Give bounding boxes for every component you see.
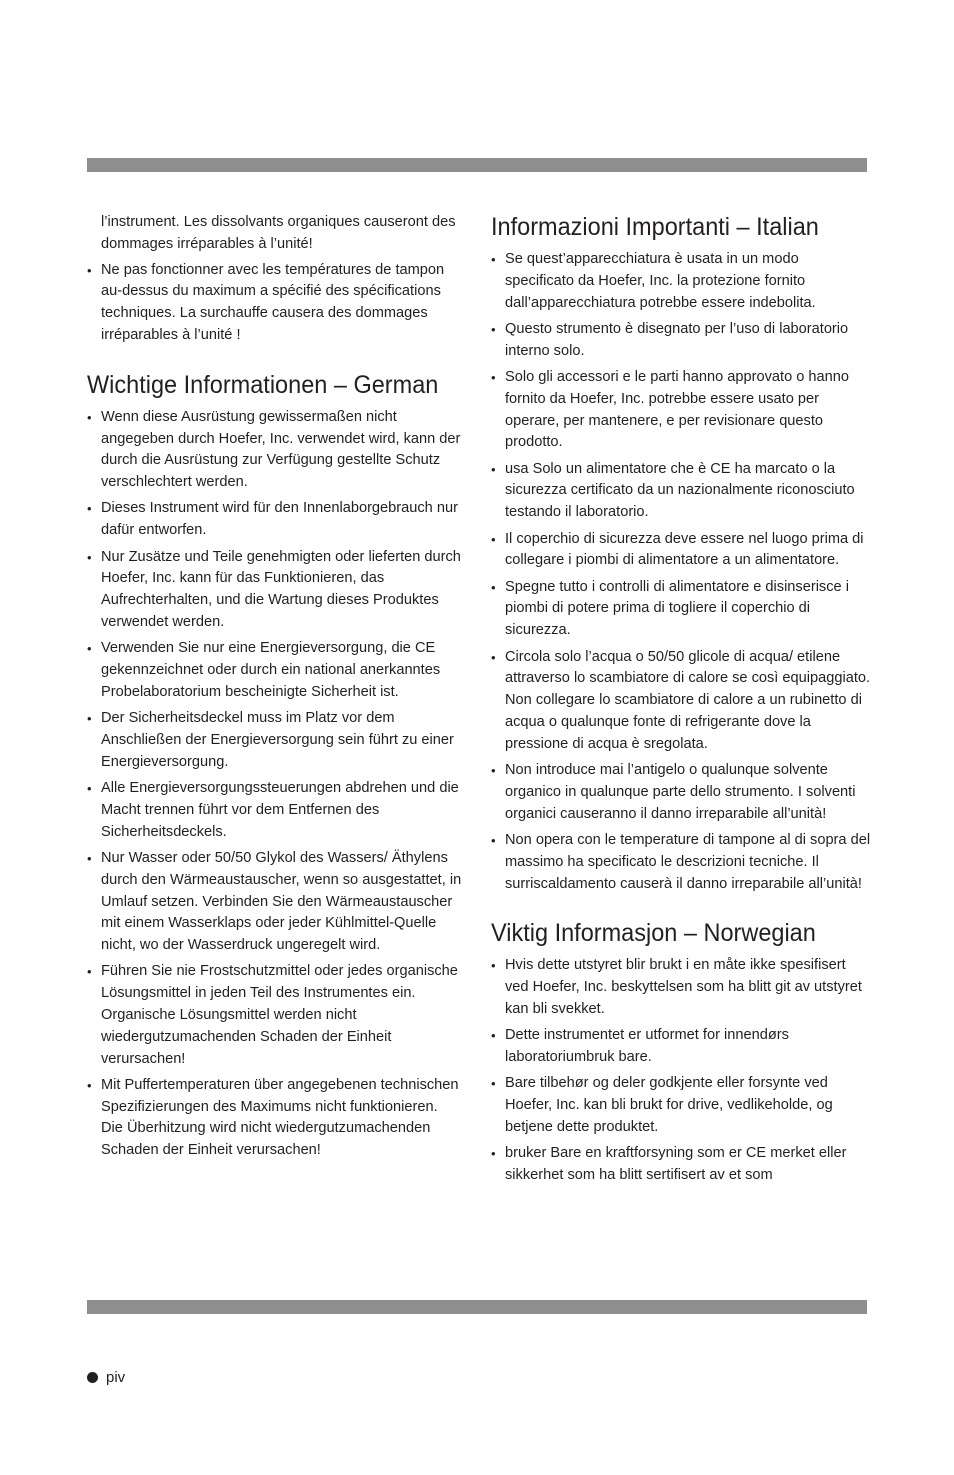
bullet-icon: • (87, 641, 92, 657)
list-item: • Il coperchio di sicurezza deve essere nel luogo prima di collegare i piombi di alimentatore a un alimentatore. (491, 530, 864, 569)
list-item: • usa Solo un alimentatore che è CE ha marcato o la sicurezza certificato da un nazionalmente riconosciuto testando il laboratorio. (491, 460, 855, 521)
list-item: • Nur Zusätze und Teile genehmigten oder lieferten durch Hoefer, Inc. kann für das Funktionieren, das Aufrechterhalten, und die Wartung dieses Produktes verwendet werden. (87, 548, 461, 630)
list-item: • Der Sicherheitsdeckel muss im Platz vor dem Anschließen der Energieversorgung sein führt zu einer Energieversorgung. (87, 710, 454, 770)
bottom-divider-bar (87, 1300, 867, 1314)
list-item: • Wenn diese Ausrüstung gewissermaßen nicht angegeben durch Hoefer, Inc. verwendet wird, kann der durch die Ausrüstung zur Verfügung gestellte Schutz verschlechtert werden. (87, 408, 461, 491)
list-item: • Hvis dette utstyret blir brukt i en måte ikke spesifisert ved Hoefer, Inc. beskyttelsen som ha blitt git av utstyret kan bli svekket. (491, 957, 862, 1017)
bullet-icon: • (491, 958, 496, 974)
french-list (87, 260, 462, 347)
bullet-icon: • (87, 1077, 92, 1093)
list-item: • Nur Wasser oder 50/50 Glykol des Wassers/ Äthylens durch den Wärmeaustauscher, wenn so ausgestattet, in Umlauf setzen. Verbinden Sie den Wärmeaustauscher mit einem Wasserklaps oder jeder Kühlmittel-Quelle nicht, wo der Wasserdruck ungeregelt wird. (87, 849, 462, 954)
list-item: • Questo strumento è disegnato per l’uso di laboratorio interno solo. (491, 320, 849, 359)
list-item: • bruker Bare en kraftforsyning som er CE merket eller sikkerhet som ha blitt sertifisert av et som (491, 1145, 847, 1183)
list-item: • Solo gli accessori e le parti hanno approvato o hanno fornito da Hoefer, Inc. potrebbe essere usato per operare, per mantenere, e per revisionare questo prodotto. (491, 368, 849, 451)
bullet-icon: • (87, 781, 92, 797)
italian-heading: Informazioni Importanti – Italian (491, 213, 819, 241)
bullet-icon: • (491, 461, 496, 477)
list-item: • Non opera con le temperature di tampone al di sopra del massimo ha specificato le descrizioni tecniche. Il surriscaldamento causerà il danno irreparabile all’unità! (491, 831, 871, 892)
right-column (491, 212, 871, 1191)
norwegian-heading: Viktig Informasjon – Norwegian (491, 919, 816, 948)
bullet-icon: • (491, 579, 496, 595)
bullet-icon: • (491, 1076, 496, 1092)
bullet-icon: • (491, 649, 496, 665)
left-column (87, 212, 462, 1167)
bullet-icon: • (87, 262, 92, 278)
list-item: • Führen Sie nie Frostschutzmittel oder jedes organische Lösungsmittel in jeden Teil des Instrumentes ein. Organische Lösungsmittel werden nicht wiedergutzumachenden Schaden der Einheit verursachen! (87, 963, 458, 1067)
bullet-icon: • (87, 964, 92, 980)
italian-list (491, 249, 871, 895)
list-item: • Se quest’apparecchiatura è usata in un modo specificato da Hoefer, Inc. la protezione fornito dall’apparecchiatura potrebbe essere indebolita. (491, 251, 816, 311)
list-item: • Alle Energieversorgungssteuerungen abdrehen und die Macht trennen führt vor dem Entfernen des Sicherheitsdeckels. (87, 780, 459, 840)
bullet-icon: • (87, 501, 92, 517)
bullet-icon: • (87, 711, 92, 727)
bullet-icon: • (491, 252, 496, 267)
bullet-icon: • (87, 549, 92, 565)
bullet-icon: • (87, 409, 92, 425)
page-marker-dot-icon (87, 1372, 98, 1383)
list-item: • Ne pas fonctionner avec les températures de tampon au-dessus du maximum a spécifié des spécifications techniques. La surchauffe causera des dommages irréparables à l’unité ! (87, 261, 445, 343)
german-heading: Wichtige Informationen – German (87, 370, 439, 399)
german-list (87, 407, 462, 1162)
list-item: • Non introduce mai l’antigelo o qualunque solvente organico in qualunque parte dello strumento. I solventi organici causeranno il danno irreparabile all’unità! (491, 762, 856, 822)
list-item: • Spegne tutto i controlli di alimentatore e disinserisce i piombi di potere prima di togliere il coperchio di sicurezza. (491, 578, 849, 639)
french-continuation-text: l’instrument. Les dissolvants organiques causeront des dommages irréparables à l’unité! (101, 214, 456, 252)
bullet-icon: • (87, 850, 92, 866)
norwegian-list (491, 955, 871, 1186)
bullet-icon: • (491, 1028, 496, 1044)
list-item: • Bare tilbehør og deler godkjente eller forsynte ved Hoefer, Inc. kan bli brukt for drive, vedlikeholde, og betjene dette produktet. (491, 1075, 833, 1135)
list-item: • Dette instrumentet er utformet for innendørs laboratoriumbruk bare. (491, 1027, 789, 1065)
bullet-icon: • (491, 763, 496, 779)
bullet-icon: • (491, 369, 496, 385)
page-number: piv (106, 1369, 126, 1386)
bullet-icon: • (491, 321, 496, 337)
list-item: • Verwenden Sie nur eine Energieversorgung, die CE gekennzeichnet oder durch ein national anerkanntes Probelaboratorium bescheinigte Sicherheit ist. (87, 640, 441, 700)
top-divider-bar (87, 158, 867, 172)
list-item: • Dieses Instrument wird für den Innenlaborgebrauch nur dafür entworfen. (87, 500, 458, 539)
list-item: • Mit Puffertemperaturen über angegebenen technischen Spezifizierungen des Maximums nicht funktionieren. Die Überhitzung wird nicht wiedergutzumachenden Schaden der Einheit verursachen! (87, 1076, 459, 1159)
bullet-icon: • (491, 1146, 496, 1162)
page-footer (87, 1368, 125, 1388)
list-item: • Circola solo l’acqua o 50/50 glicole di acqua/ etilene attraverso lo scambiatore di calore se così equipaggiato. Non collegare lo scambiatore di calore a un rubinetto di acqua o qualunque fonte di refrigerante dove la pressione di acqua è sregolata. (491, 648, 871, 752)
bullet-icon: • (491, 832, 496, 848)
bullet-icon: • (491, 531, 496, 547)
